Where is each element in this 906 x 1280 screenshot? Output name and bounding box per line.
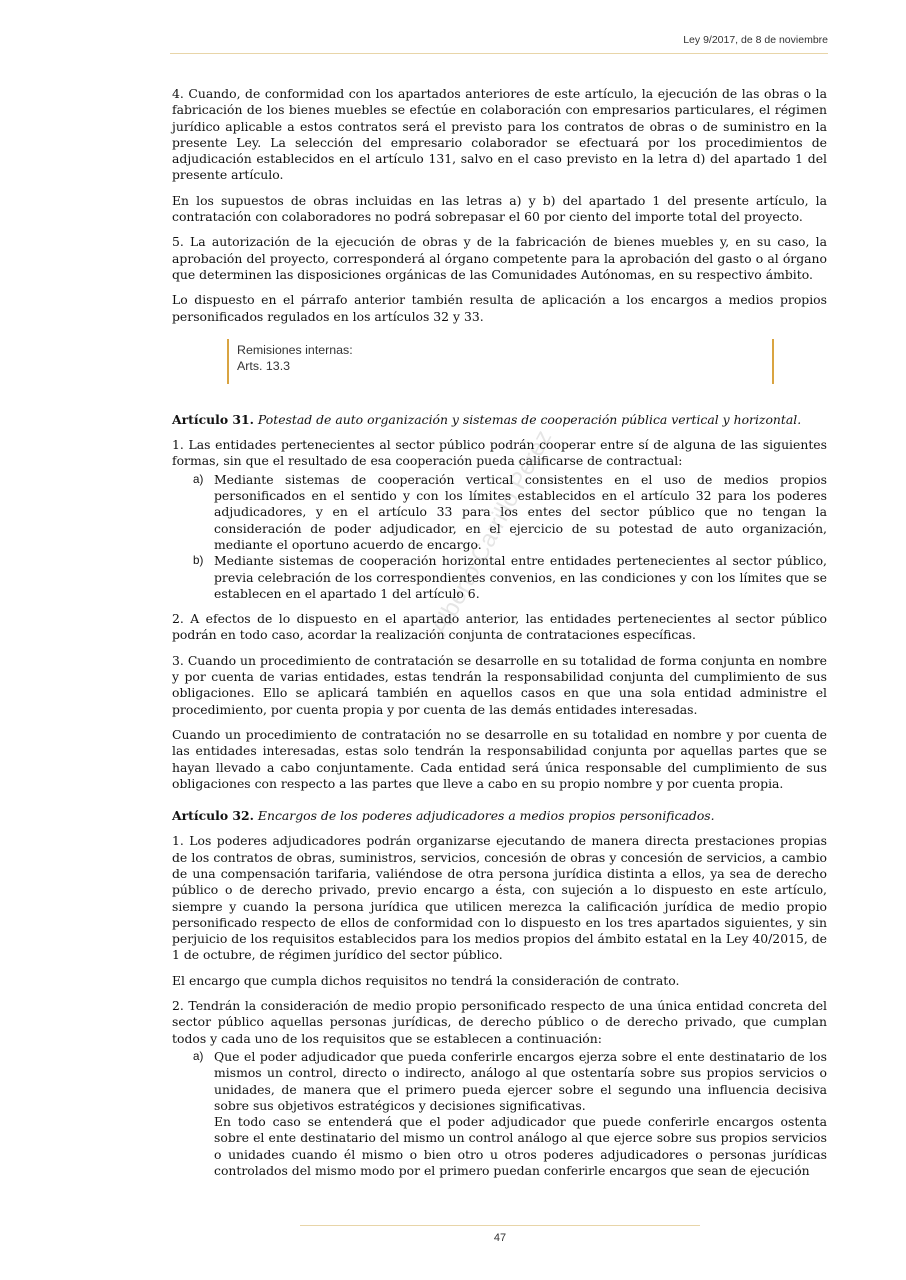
list-item [193, 1048, 827, 1179]
paragraph: 1. Las entidades pertenecientes al sector público podrán cooperar entre sí de alguna de las siguientes formas, sin que el resultado de esa cooperación pueda calificarse de contractual: [172, 437, 827, 469]
document-body [172, 86, 827, 1188]
paragraph: En los supuestos de obras incluidas en las letras a) y b) del apartado 1 del presente artículo, la contratación con colaboradores no podrá sobrepasar el 60 por ciento del importe total del proyecto. [172, 192, 827, 225]
paragraph: Lo dispuesto en el párrafo anterior también resulta de aplicación a los encargos a medios propios personificados regulados en los artículos 32 y 33. [172, 292, 827, 324]
article-32-number: Artículo 32. [172, 808, 254, 824]
list-item-label: a) [193, 1049, 204, 1063]
paragraph: 2. A efectos de lo dispuesto en el apartado anterior, las entidades pertenecientes al sector público podrán en todo caso, acordar la realización conjunta de contrataciones específicas. [172, 611, 827, 643]
article-32-title: Encargos de los poderes adjudicadores a medios propios personificados. [257, 808, 715, 824]
article-31-number: Artículo 31. [172, 411, 254, 427]
list-item [193, 553, 827, 602]
paragraph: Cuando un procedimiento de contratación no se desarrolle en su totalidad en nombre y por cuenta de las entidades interesadas, estas solo tendrán la responsabilidad conjunta por aquellas partes que se hayan llevado a cabo conjuntamente. Cada entidad será única responsable del cumplimiento de sus obligaciones con respecto a las partes que lleve a cabo en su propio nombre y por cuenta propia. [172, 726, 827, 791]
article-32-heading [172, 808, 827, 824]
article-31-list [172, 472, 827, 602]
list-item-continuation: En todo caso se entenderá que el poder adjudicador que puede conferirle encargos ostenta sobre el ente destinatario del mismo un control análogo al que ejerce sobre sus propios servicios o unidades cuando él mismo o bien otro u otros poderes adjudicadores o personas jurídicas controlados del mismo modo por el primero puedan conferirle encargos que sean de ejecución [214, 1114, 827, 1179]
article-32-list [172, 1049, 827, 1179]
paragraph: 1. Los poderes adjudicadores podrán organizarse ejecutando de manera directa prestaciones propias de los contratos de obras, suministros, servicios, concesión de obras y concesión de servicios, a cambio de una compensación tarifaria, valiéndose de otra persona jurídica distinta a ellos, ya sea de derecho público o de derecho privado, previo encargo a ésta, con sujeción a lo dispuesto en este artículo, siempre y cuando la persona jurídica que utilicen merezca la calificación jurídica de medio propio personificado respecto de ellos de conformidad con lo dispuesto en los tres apartados siguientes, y sin perjuicio de los requisitos establecidos para los medios propios del ámbito estatal en la Ley 40/2015, de 1 de octubre, de régimen jurídico del sector público. [172, 833, 827, 963]
list-item-label: a) [193, 472, 204, 486]
page-header [170, 34, 828, 54]
list-item-text: Mediante sistemas de cooperación horizontal entre entidades pertenecientes al sector público, previa celebración de los correspondientes convenios, en las condiciones y con los límites que se establecen en el apartado 1 del artículo 6. [214, 553, 827, 601]
list-item-label: b) [193, 554, 204, 568]
paragraph: El encargo que cumpla dichos requisitos no tendrá la consideración de contrato. [172, 972, 680, 988]
page-number: 47 [493, 1232, 507, 1244]
list-item-text: Que el poder adjudicador que pueda conferirle encargos ejerza sobre el ente destinatario de los mismos un control, directo o indirecto, análogo al que ostentaría sobre sus propios servicios o unidades, de manera que el primero pueda ejercer sobre el segundo una influencia decisiva sobre sus objetivos estratégicos y decisiones significativas. [214, 1048, 827, 1113]
watermark: Alberto Carrillo Pérez [426, 425, 558, 640]
page-footer [300, 1225, 700, 1244]
references-label: Remisiones internas: [237, 342, 353, 357]
paragraph: 4. Cuando, de conformidad con los apartados anteriores de este artículo, la ejecución de las obras o la fabricación de los bienes muebles se efectúe en colaboración con empresarios particulares, el régimen jurídico aplicable a estos contratos será el previsto para los contratos de obras o de suministro en la presente Ley. La selección del empresario colaborador se efectuará por los procedimientos de adjudicación establecidos en el artículo 131, salvo en el caso previsto en la letra d) del apartado 1 del presente artículo. [172, 86, 827, 183]
references-value: Arts. 13.3 [237, 358, 291, 373]
header-title: Ley 9/2017, de 8 de noviembre [683, 34, 828, 46]
internal-references-box [227, 339, 774, 384]
article-31-title: Potestad de auto organización y sistemas de cooperación pública vertical y horizontal. [257, 411, 802, 427]
paragraph: 2. Tendrán la consideración de medio propio personificado respecto de una única entidad concreta del sector público aquellas personas jurídicas, de derecho público o de derecho privado, que cumplan todos y cada uno de los requisitos que se establecen a continuación: [172, 998, 827, 1046]
paragraph: 5. La autorización de la ejecución de obras y de la fabricación de bienes muebles y, en su caso, la aprobación del proyecto, corresponderá al órgano competente para la aprobación del gasto o al órgano que determinen las disposiciones orgánicas de las Comunidades Autónomas, en su respectivo ámbito. [172, 234, 827, 282]
paragraph: 3. Cuando un procedimiento de contratación se desarrolle en su totalidad de forma conjunta en nombre y por cuenta de varias entidades, estas tendrán la responsabilidad conjunta del cumplimiento de sus obligaciones. Ello se aplicará también en aquellos casos en que una sola entidad administre el procedimiento, por cuenta propia y por cuenta de las demás entidades interesadas. [172, 652, 827, 717]
list-item-text: Mediante sistemas de cooperación vertical consistentes en el uso de medios propios personificados en el sentido y con los límites establecidos en el artículo 32 para los poderes adjudicadores, y en el artículo 33 para los entes del sector público que no tengan la consideración de poder adjudicador, en el ejercicio de su potestad de auto organización, mediante el oportuno acuerdo de encargo. [214, 471, 827, 552]
list-item [193, 471, 827, 553]
article-31-heading [172, 412, 827, 428]
